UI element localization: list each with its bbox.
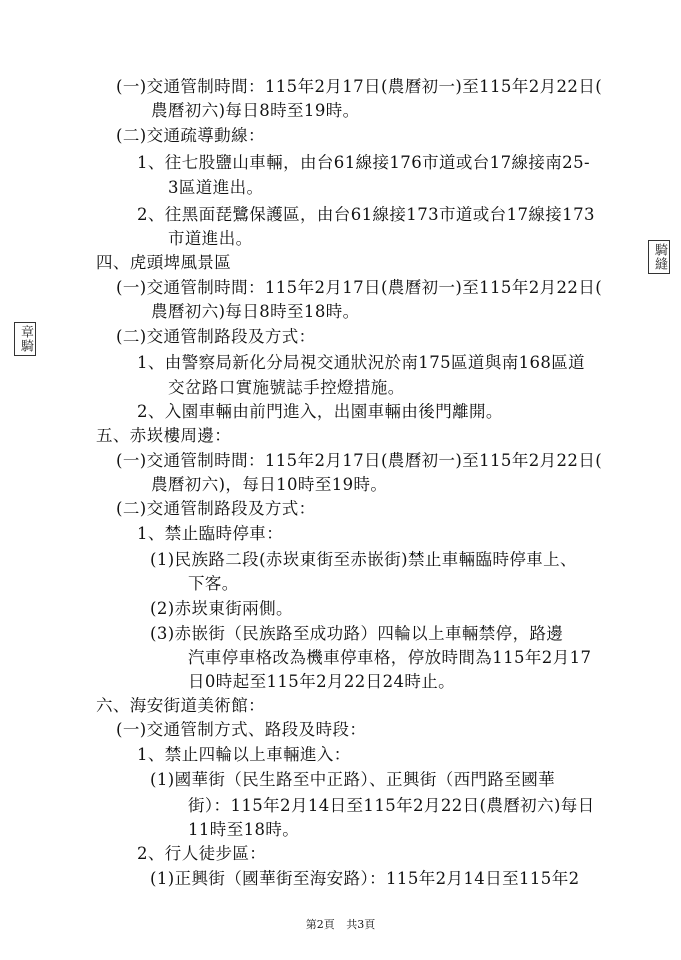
text-line: (1)民族路二段(赤崁東街至赤嵌街)禁止車輛臨時停車上、 (150, 550, 577, 569)
text-line: 1、禁止四輪以上車輛進入： (137, 745, 351, 764)
text-line: 交岔路口實施號誌手控燈措施。 (168, 378, 405, 397)
text-line: (一)交通管制時間：115年2月17日(農曆初一)至115年2月22日( (116, 278, 603, 297)
text-line: 街）：115年2月14日至115年2月22日(農曆初六)每日 (188, 796, 595, 815)
section-heading: 六、海安街道美術館： (96, 696, 265, 715)
text-line: 汽車停車格改為機車停車格，停放時間為115年2月17 (188, 648, 592, 667)
text-line: 1、往七股鹽山車輛，由台61線接176市道或台17線接南25- (137, 153, 590, 172)
text-line: 農曆初六)，每日10時至19時。 (151, 475, 388, 494)
text-line: 農曆初六)每日8時至19時。 (151, 101, 360, 120)
seam-stamp-right: 騎縫 (648, 240, 670, 274)
text-line: 1、禁止臨時停車： (137, 524, 284, 543)
page-footer (0, 918, 681, 932)
text-line: (二)交通管制路段及方式： (116, 499, 316, 518)
text-line: (一)交通管制時間：115年2月17日(農曆初一)至115年2月22日( (116, 451, 603, 470)
text-line: 市道進出。 (168, 229, 253, 248)
text-line: 11時至18時。 (188, 820, 300, 839)
page-total: 共3頁 (346, 918, 376, 931)
text-line: 下客。 (188, 574, 239, 593)
section-heading: 四、虎頭埤風景區 (96, 253, 232, 272)
text-line: (2)赤崁東街兩側。 (150, 599, 293, 618)
text-line: (二)交通管制路段及方式： (116, 327, 316, 346)
text-line: 日0時起至115年2月22日24時止。 (188, 672, 456, 691)
page-number: 第2頁 (305, 918, 335, 931)
text-line: (一)交通管制方式、路段及時段： (116, 720, 367, 739)
text-line: (一)交通管制時間：115年2月17日(農曆初一)至115年2月22日( (116, 77, 603, 96)
text-line: 3區道進出。 (168, 178, 264, 197)
seam-stamp-left: 章騎 (14, 322, 36, 356)
text-line: 2、入園車輛由前門進入，出園車輛由後門離開。 (137, 402, 503, 421)
text-line: 農曆初六)每日8時至18時。 (151, 302, 360, 321)
text-line: (1)國華街（民生路至中正路）、正興街（西門路至國華 (150, 770, 556, 789)
text-line: (3)赤嵌街（民族路至成功路）四輪以上車輛禁停，路邊 (150, 624, 564, 643)
text-line: (二)交通疏導動線： (116, 126, 265, 145)
section-heading: 五、赤崁樓周邊： (96, 426, 232, 445)
text-line: (1)正興街（國華街至海安路）：115年2月14日至115年2 (150, 869, 580, 888)
text-line: 1、由警察局新化分局視交通狀況於南175區道與南168區道 (137, 353, 586, 372)
text-line: 2、行人徒步區： (137, 844, 267, 863)
text-line: 2、往黑面琵鷺保護區，由台61線接173市道或台17線接173 (137, 205, 595, 224)
